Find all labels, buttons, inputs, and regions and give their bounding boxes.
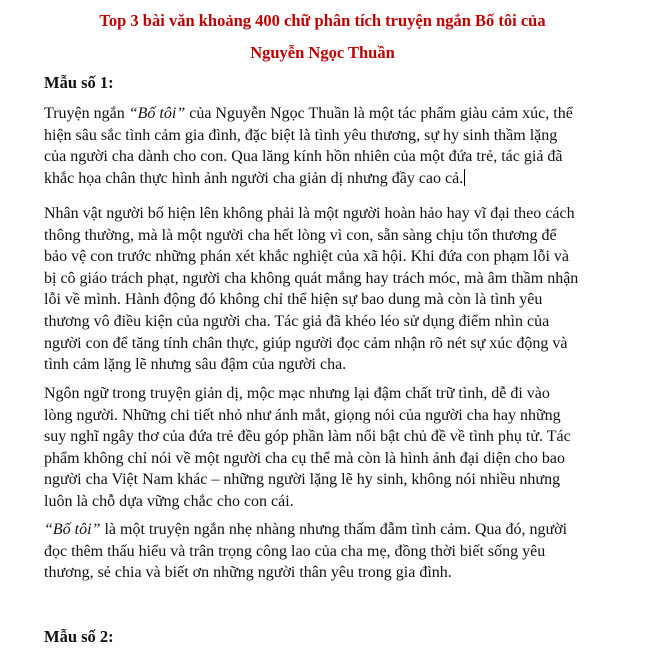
paragraph-line: thương, sẻ chia và biết ơn những người thân yêu trong gia đình. — [44, 564, 452, 582]
document-title-line-2: Nguyễn Ngọc Thuần — [250, 43, 395, 62]
paragraph-line: đọc thêm thấu hiểu và trân trọng công lao của cha mẹ, đồng thời biết sống yêu — [44, 542, 546, 560]
paragraph-line: tình cảm lặng lẽ nhưng sâu đậm của người cha. — [44, 356, 347, 374]
story-title-italic: “Bố tôi” — [44, 521, 101, 538]
paragraph-line: lòng người. Những chi tiết nhỏ như ánh mắt, giọng nói của người cha hay những — [44, 406, 561, 424]
document-title-line-1: Top 3 bài văn khoảng 400 chữ phân tích truyện ngắn Bố tôi của — [99, 11, 546, 30]
paragraph-line: phẩm không chỉ nói về một người cha cụ thể mà còn là hình ảnh đại diện cho bao — [44, 449, 565, 467]
text-cursor — [464, 169, 465, 186]
paragraph-line: lỗi về mình. Hành động đó không chỉ thể hiện sự bao dung mà còn là tình yêu — [44, 291, 543, 309]
paragraph-line: hiện sâu sắc tình cảm gia đình, đặc biệt là tình yêu thương, sự hy sinh thầm lặng — [44, 126, 558, 144]
paragraph-line: Ngôn ngữ trong truyện giản dị, mộc mạc nhưng lại đậm chất trữ tình, dễ đi vào — [44, 385, 550, 402]
paragraph-line: khắc họa chân thực hình ảnh người cha giản dị nhưng đầy cao cả. — [44, 169, 464, 187]
paragraph-line: suy nghĩ ngây thơ của đứa trẻ đều góp phần làm nổi bật chủ đề về tình phụ tử. Tác — [44, 428, 571, 446]
paragraph-line — [44, 519, 624, 541]
paragraph-line: người con để tăng tính chân thực, giúp người đọc cảm nhận rõ nét sự xúc động và — [44, 334, 568, 352]
paragraph-1 — [44, 103, 624, 189]
paragraph-line: bị cô giáo trách phạt, người cha không quát mắng hay trách móc, mà âm thầm nhận — [44, 269, 579, 287]
paragraph-line: của người cha dành cho con. Qua lăng kính hồn nhiên của một đứa trẻ, tác giả đã — [44, 148, 563, 166]
story-title-italic: “Bố tôi” — [128, 105, 186, 122]
paragraph-line: Nhân vật người bố hiện lên không phải là một người hoàn hảo hay vĩ đại theo cách — [44, 205, 575, 222]
sample-2-heading: Mẫu số 2: — [44, 627, 114, 646]
line-text: của Nguyễn Ngọc Thuần là một tác phẩm giàu cảm xúc, thể — [185, 105, 573, 122]
paragraph-line: luôn là chỗ dựa vững chắc cho con cái. — [44, 492, 294, 510]
sample-1-heading: Mẫu số 1: — [44, 73, 114, 92]
paragraph-line: thương vô điều kiện của người cha. Tác giả đã khéo léo sử dụng điểm nhìn của — [44, 312, 550, 330]
paragraph-line: bảo vệ con trước những phán xét khắc nghiệt của xã hội. Khi đứa con phạm lỗi và — [44, 248, 569, 266]
line-text: là một truyện ngắn nhẹ nhàng nhưng thấm đẫm tình cảm. Qua đó, người — [100, 521, 568, 538]
paragraph-line: thông thường, mà là một người cha hết lòng vì con, sẵn sàng chịu tổn thương để — [44, 226, 557, 244]
paragraph-3 — [44, 383, 624, 513]
paragraph-4 — [44, 519, 624, 584]
paragraph-line — [44, 103, 624, 125]
paragraph-2 — [44, 203, 624, 376]
line-text: Truyện ngắn — [44, 105, 129, 122]
paragraph-line: người cha Việt Nam khác – những người lặng lẽ hy sinh, không nói nhiều nhưng — [44, 471, 561, 489]
